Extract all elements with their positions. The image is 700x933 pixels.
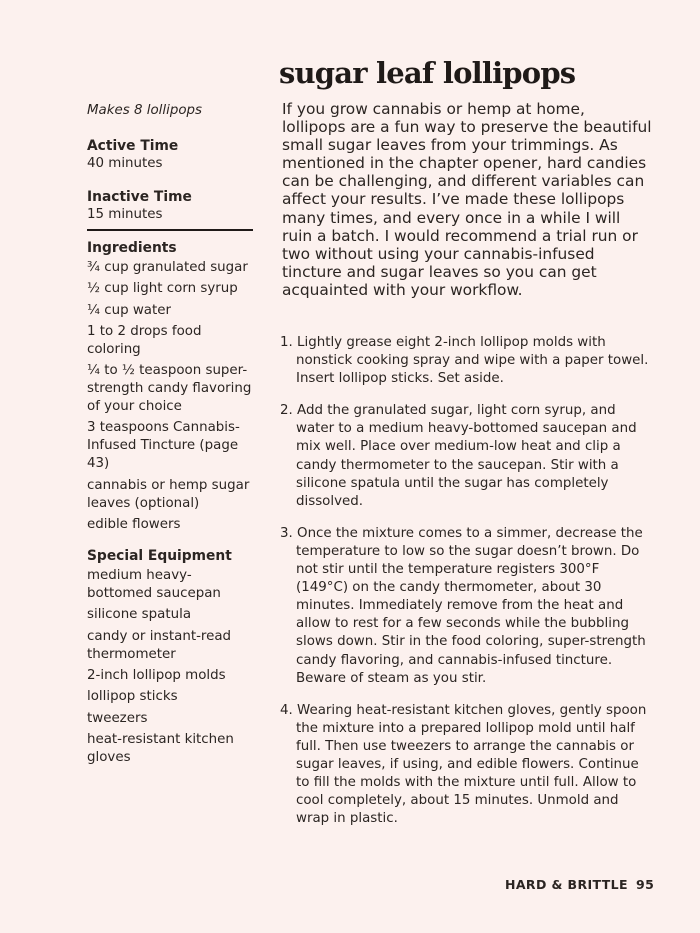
equipment-item: candy or instant-read thermometer	[87, 628, 232, 662]
equipment-item: heat-resistant kitchen gloves	[87, 731, 234, 765]
equipment-item: medium heavy-bottomed saucepan	[87, 568, 221, 602]
recipe-step: 4. Wearing heat-resistant kitchen gloves, gently spoon the mixture into a prepared lollipop mold until half full. Then use tweezers to arrange the cannabis or sugar leaves, if using, and edible flowers. Continue to fill the molds with the mixture until full. Allow to cool completely, about 15 minutes. Unmold and wrap in plastic.	[280, 702, 647, 827]
inactive-time-label: Inactive Time	[87, 189, 192, 205]
sidebar-divider	[87, 229, 253, 231]
equipment-item: silicone spatula	[87, 607, 192, 623]
inactive-time-value: 15 minutes	[87, 207, 163, 222]
equipment-list	[87, 567, 253, 767]
recipe-step: 2. Add the granulated sugar, light corn syrup, and water to a medium heavy-bottomed saucepan and mix well. Place over medium-low heat and clip a candy thermometer to the saucepan. Stir with a silicone spatula until the sugar has completely dissolved.	[280, 403, 637, 509]
equipment-item: tweezers	[87, 710, 148, 726]
ingredient-item: 1 to 2 drops food coloring	[87, 323, 202, 357]
equipment-item: 2-inch lollipop molds	[87, 667, 226, 683]
ingredient-item: edible flowers	[87, 517, 181, 533]
active-time-value: 40 minutes	[87, 156, 163, 171]
page-number: 95	[636, 877, 655, 892]
ingredients-heading: Ingredients	[87, 240, 177, 256]
ingredient-item: cannabis or hemp sugar leaves (optional)	[87, 477, 250, 511]
ingredient-item: 3 teaspoons Cannabis-Infused Tincture (page 43)	[87, 420, 240, 472]
ingredient-item: ¼ cup water	[87, 302, 171, 318]
ingredients-list	[87, 259, 253, 534]
recipe-intro: If you grow cannabis or hemp at home, lollipops are a fun way to preserve the beautiful small sugar leaves from your trimmings. As mentioned in the chapter opener, hard candies can be challenging, and different variables can affect your results. I’ve made these lollipops many times, and every once in a while I will ruin a batch. I would recommend a trial run or two without using your cannabis-infused tincture and sugar leaves so you can get acquainted with your workflow.	[282, 100, 652, 299]
recipe-sidebar	[87, 102, 253, 780]
recipe-yield: Makes 8 lollipops	[87, 103, 203, 118]
section-name: HARD & BRITTLE	[505, 877, 628, 892]
recipe-step: 1. Lightly grease eight 2-inch lollipop molds with nonstick cooking spray and wipe with a paper towel. Insert lollipop sticks. Set aside.	[280, 335, 649, 387]
active-time-label: Active Time	[87, 138, 179, 154]
ingredient-item: ½ cup light corn syrup	[87, 281, 238, 297]
page-footer	[505, 877, 654, 892]
equipment-heading: Special Equipment	[87, 548, 232, 565]
ingredient-item: ¼ to ½ teaspoon super-strength candy flavoring of your choice	[87, 363, 252, 415]
recipe-title: sugar leaf lollipops	[279, 56, 576, 90]
recipe-step: 3. Once the mixture comes to a simmer, decrease the temperature to low so the sugar doesn’t brown. Do not stir until the temperature registers 300°F (149°C) on the candy thermometer, about 30 minutes. Immediately remove from the heat and allow to rest for a few seconds while the bubbling slows down. Stir in the food coloring, super-strength candy flavoring, and cannabis-infused tincture. Beware of steam as you stir.	[280, 525, 646, 686]
recipe-steps	[280, 334, 650, 842]
ingredient-item: ¾ cup granulated sugar	[87, 260, 248, 275]
equipment-item: lollipop sticks	[87, 689, 178, 705]
